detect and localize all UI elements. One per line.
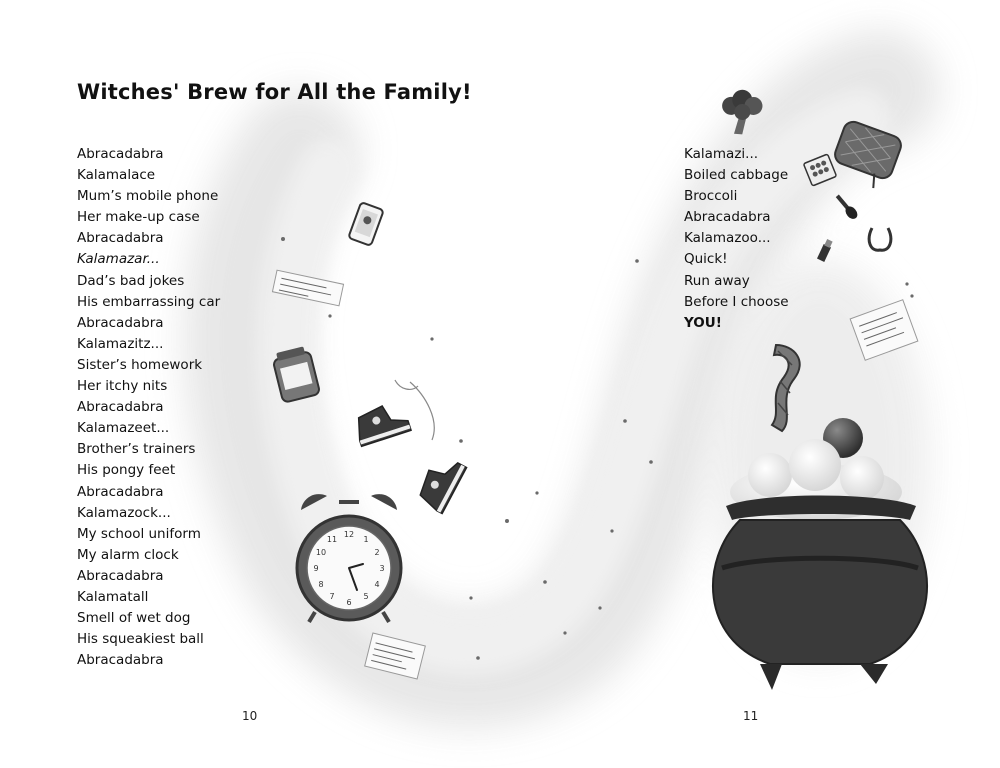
poem-line: Kalamalace — [77, 167, 156, 184]
poem-line: Smell of wet dog — [77, 610, 191, 627]
poem-line: Abracadabra — [684, 209, 771, 226]
poem-left-column — [77, 144, 220, 671]
poem-line: Kalamazitz... — [77, 335, 164, 352]
poem-line: Her itchy nits — [77, 378, 168, 395]
glasses-icon — [869, 228, 891, 250]
poem-line: Dad’s bad jokes — [77, 272, 185, 289]
page-title: Witches' Brew for All the Family! — [77, 80, 472, 104]
svg-text:2: 2 — [374, 548, 380, 557]
page-number-right: 11 — [743, 709, 759, 723]
poem-line: Abracadabra — [77, 230, 164, 247]
svg-text:1: 1 — [363, 535, 369, 544]
svg-text:8: 8 — [318, 580, 324, 589]
poem-line: Abracadabra — [77, 146, 164, 162]
poem-line: Sister’s homework — [77, 356, 203, 373]
poem-line: Abracadabra — [77, 314, 164, 331]
mobile-phone-icon — [348, 202, 384, 246]
poem-line: Run away — [684, 272, 750, 289]
poem-line: My school uniform — [77, 525, 201, 542]
poem-line: Abracadabra — [77, 399, 164, 416]
svg-text:6: 6 — [346, 598, 352, 607]
poem-line: Kalamazi... — [684, 146, 759, 162]
lipstick-icon — [817, 239, 834, 262]
poem-line: Quick! — [684, 251, 728, 268]
trainers-icon — [352, 380, 467, 514]
poem-line: His pongy feet — [77, 462, 176, 479]
poem-line: Kalamazoo... — [684, 230, 771, 247]
brush-icon — [833, 193, 859, 222]
poem-line: YOU! — [684, 314, 722, 331]
poem-line: My alarm clock — [77, 546, 179, 563]
page-number-left: 10 — [242, 709, 258, 723]
poem-line: Kalamazar... — [77, 251, 160, 268]
poem-line: His embarrassing car — [77, 293, 221, 310]
poem-line: Kalamazock... — [77, 504, 171, 521]
poem-line: His squeakiest ball — [77, 631, 204, 648]
svg-text:11: 11 — [326, 535, 338, 544]
poem-line: Brother’s trainers — [77, 441, 196, 458]
svg-text:5: 5 — [363, 592, 369, 601]
svg-text:7: 7 — [329, 592, 335, 601]
svg-text:3: 3 — [379, 564, 385, 573]
poem-line: Broccoli — [684, 188, 738, 205]
svg-text:12: 12 — [343, 530, 355, 539]
svg-text:9: 9 — [313, 564, 319, 573]
poem-line: Abracadabra — [77, 483, 164, 500]
poem-line: Abracadabra — [77, 652, 164, 669]
svg-text:10: 10 — [315, 548, 327, 557]
poem-line: Before I choose — [684, 293, 789, 310]
svg-text:4: 4 — [374, 580, 380, 589]
poem-line: Her make-up case — [77, 209, 200, 226]
poem-line: Kalamazeet... — [77, 420, 170, 437]
poem-line: Mum’s mobile phone — [77, 188, 219, 205]
poem-line: Abracadabra — [77, 567, 164, 584]
poem-line: Boiled cabbage — [684, 167, 789, 184]
poem-line: Kalamatall — [77, 588, 149, 605]
poem-right-column — [684, 144, 789, 334]
